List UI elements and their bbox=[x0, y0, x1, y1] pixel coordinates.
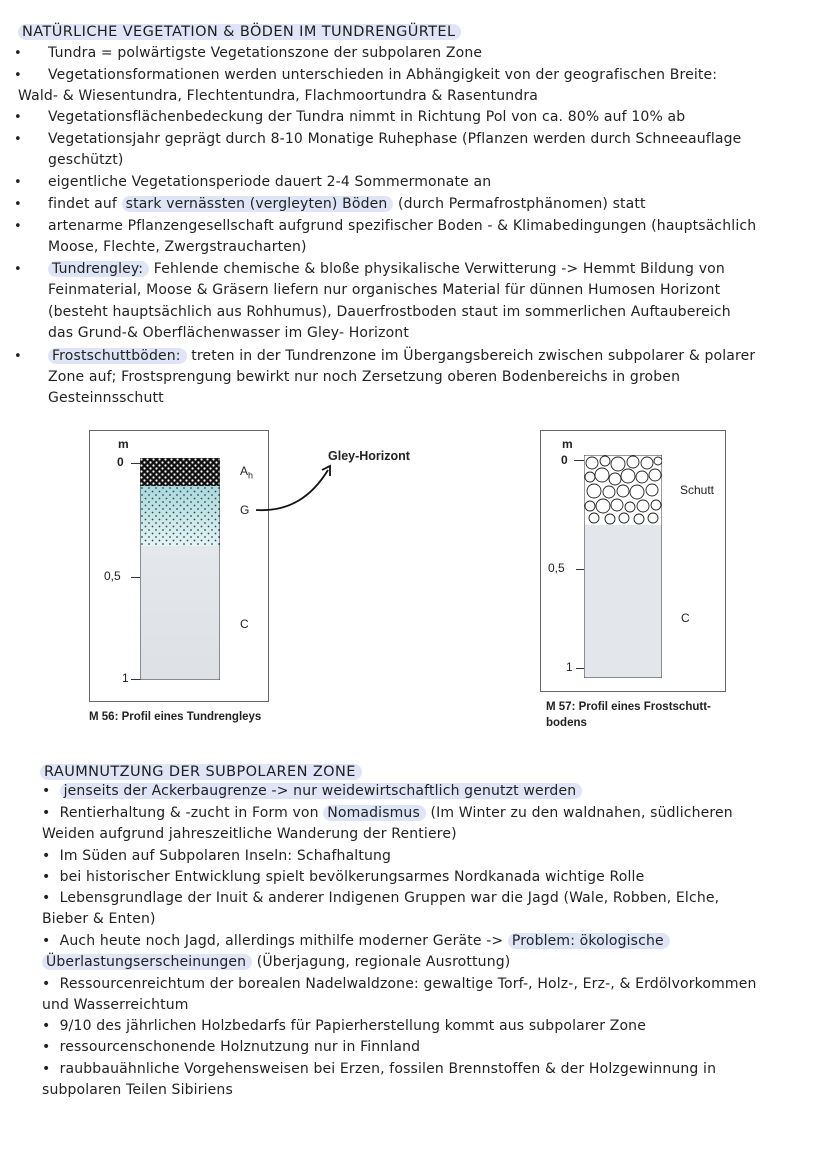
r-bullet-2-cont bbox=[42, 824, 828, 845]
bullet-7: • artenarme Pflanzengesellschaft aufgrund spezifischer Boden - & Klimabedingungen (hauptsächlich bbox=[14, 216, 804, 237]
bullet-text: Wald- & Wiesentundra, Flechtentundra, Flachmoortundra & Rasentundra bbox=[18, 88, 538, 104]
r-bullet-4: • bei historischer Entwicklung spielt bevölkerungsarmes Nordkanada wichtige Rolle bbox=[42, 869, 645, 885]
bullet-text: eigentliche Vegetationsperiode dauert 2-4 Sommermonate an bbox=[48, 174, 492, 190]
bullet-8-cont-1 bbox=[48, 280, 828, 301]
bullet-text: Vegetationsformationen werden unterschieden in Abhängigkeit von der geografischen Breite: bbox=[48, 67, 718, 83]
r-bullet-9: • ressourcenschonende Holznutzung nur in Finnland bbox=[42, 1039, 421, 1055]
bullet-text: Ressourcenreichtum der borealen Nadelwaldzone: gewaltige Torf-, Holz-, Erz-, & Erdölvorkommen bbox=[59, 976, 757, 992]
bullet-text: subpolaren Teilen Sibiriens bbox=[42, 1082, 233, 1098]
bullet-text: das Grund-& Oberflächenwasser im Gley- Horizont bbox=[48, 325, 409, 341]
fig1-tick-1-label: 1 bbox=[122, 671, 129, 685]
bullet-text: raubbauähnliche Vorgehensweisen bei Erzen, fossilen Brennstoffen & der Holzgewinnung in bbox=[59, 1061, 717, 1077]
bullet-5: • eigentliche Vegetationsperiode dauert 2-4 Sommermonate an bbox=[14, 172, 804, 193]
bullet-6: • findet auf stark vernässten (vergleyten) Böden (durch Permafrostphänomen) statt bbox=[14, 196, 646, 212]
fig2-tick-1-label: 1 bbox=[566, 660, 573, 674]
highlight-weidewirtschaft: jenseits der Ackerbaugrenze -> nur weidewirtschaftlich genutzt werden bbox=[60, 783, 583, 799]
fig1-arrow bbox=[250, 462, 340, 522]
bullet-text: Feinmaterial, Moose & Gräsern liefern nur organisches Material für dünnen Humosen Horizont bbox=[48, 282, 721, 298]
highlight-tundrengley: Tundrengley: bbox=[48, 261, 149, 277]
ah-main: A bbox=[240, 464, 249, 478]
bullet-text: Fehlende chemische & bloße physikalische Verwitterung -> Hemmt Bildung von bbox=[149, 261, 725, 277]
bullet-text: Moose, Flechte, Zwergstraucharten) bbox=[48, 239, 307, 255]
bullet-text: Gesteinnsschutt bbox=[48, 390, 164, 406]
bullet-text: (besteht hauptsächlich aus Rohhumus), Dauerfrostboden staut im sommerlichen Auftaubereich bbox=[48, 304, 731, 320]
bullet-9: • Frostschuttböden: treten in der Tundrenzone im Übergangsbereich zwischen subpolarer & polarer bbox=[14, 348, 756, 364]
bullet-text: findet auf bbox=[48, 196, 122, 212]
r-bullet-2: • Rentierhaltung & -zucht in Form von Nomadismus (Im Winter zu den waldnahen, südlicheren bbox=[42, 805, 733, 821]
bullet-text: (Im Winter zu den waldnahen, südlicheren bbox=[425, 805, 733, 821]
fig2-c-label: C bbox=[681, 611, 690, 625]
bullet-2: • Vegetationsformationen werden unterschieden in Abhängigkeit von der geografischen Breite: bbox=[14, 65, 804, 86]
highlight-nomadismus: Nomadismus bbox=[323, 805, 426, 821]
bullet-8: • Tundrengley: Fehlende chemische & bloße physikalische Verwitterung -> Hemmt Bildung von bbox=[14, 261, 725, 277]
highlight-problem: Problem: ökologische bbox=[508, 933, 670, 949]
bullet-text: artenarme Pflanzengesellschaft aufgrund spezifischer Boden - & Klimabedingungen (hauptsächlich bbox=[48, 218, 757, 234]
bullet-text: und Wasserreichtum bbox=[42, 997, 189, 1013]
bullet-text: Auch heute noch Jagd, allerdings mithilfe moderner Geräte -> bbox=[59, 933, 508, 949]
bullet-text: bei historischer Entwicklung spielt bevölkerungsarmes Nordkanada wichtige Rolle bbox=[59, 869, 645, 885]
bullet-8-cont-3 bbox=[48, 323, 828, 344]
section-heading-vegetation bbox=[18, 22, 461, 42]
bullet-8-cont-2 bbox=[48, 302, 828, 323]
bullet-text: Im Süden auf Subpolaren Inseln: Schafhaltung bbox=[59, 848, 392, 864]
r-bullet-8: • 9/10 des jährlichen Holzbedarfs für Papierherstellung kommt aus subpolarer Zone bbox=[42, 1018, 646, 1034]
fig2-schutt-label: Schutt bbox=[680, 483, 715, 497]
bullet-9-cont-1 bbox=[48, 367, 828, 388]
fig2-tick-0 bbox=[574, 460, 584, 461]
r-bullet-7: • Ressourcenreichtum der borealen Nadelwaldzone: gewaltige Torf-, Holz-, Erz-, & Erdölvorkommen bbox=[42, 976, 757, 992]
bullet-text: treten in der Tundrenzone im Übergangsbereich zwischen subpolarer & polarer bbox=[186, 348, 756, 364]
bullet-text: geschützt) bbox=[48, 152, 124, 168]
fig1-g-label: G bbox=[240, 503, 250, 517]
fig2-caption-line-1: M 57: Profil eines Frostschutt- bbox=[546, 701, 711, 713]
highlight-ueberlastung: Überlastungserscheinungen bbox=[42, 954, 252, 970]
bullet-9-cont-2 bbox=[48, 388, 828, 409]
section-heading-raumnutzung bbox=[40, 762, 362, 782]
bullet-text: ressourcenschonende Holznutzung nur in Finnland bbox=[59, 1039, 421, 1055]
bullet-text: Lebensgrundlage der Inuit & anderer Indigenen Gruppen war die Jagd (Wale, Robben, Elche, bbox=[59, 890, 720, 906]
bullet-text: Weiden aufgrund jahreszeitliche Wanderung der Rentiere) bbox=[42, 826, 457, 842]
fig1-c-label: C bbox=[240, 617, 249, 631]
bullet-text: Rentierhaltung & -zucht in Form von bbox=[59, 805, 324, 821]
fig2-tick-05-label: 0,5 bbox=[548, 561, 565, 575]
fig1-unit-label: m bbox=[118, 437, 129, 451]
highlight-vernaesste-boeden: stark vernässten (vergleyten) Böden bbox=[122, 196, 394, 212]
bullet-4-cont bbox=[48, 150, 828, 171]
heading-text: NATÜRLICHE VEGETATION & BÖDEN IM TUNDRENGÜRTEL bbox=[18, 24, 461, 40]
fig1-caption: M 56: Profil eines Tundrengleys bbox=[89, 711, 262, 723]
bullet-7-cont bbox=[48, 237, 828, 258]
bullet-text: Zone auf; Frostsprengung bewirkt nur noch Zersetzung oberen Bodenbereichs in groben bbox=[48, 369, 681, 385]
fig2-caption-line-2: bodens bbox=[546, 717, 587, 729]
r-bullet-3: • Im Süden auf Subpolaren Inseln: Schafhaltung bbox=[42, 848, 392, 864]
r-bullet-6: • Auch heute noch Jagd, allerdings mithilfe moderner Geräte -> Problem: ökologische bbox=[42, 931, 828, 952]
r-bullet-6-cont bbox=[42, 952, 828, 973]
bullet-3: • Vegetationsflächenbedeckung der Tundra nimmt in Richtung Pol von ca. 80% auf 10% ab bbox=[14, 107, 804, 128]
bullet-1: • Tundra = polwärtigste Vegetationszone der subpolaren Zone bbox=[14, 43, 804, 64]
bullet-text: Tundra = polwärtigste Vegetationszone der subpolaren Zone bbox=[48, 45, 483, 61]
fig1-soil-profile bbox=[140, 458, 220, 680]
fig1-tick-05-label: 0,5 bbox=[104, 569, 121, 583]
bullet-text: Bieber & Enten) bbox=[42, 911, 156, 927]
r-bullet-10: • raubbauähnliche Vorgehensweisen bei Erzen, fossilen Brennstoffen & der Holzgewinnung in bbox=[42, 1061, 717, 1077]
fig2-unit-label: m bbox=[562, 437, 573, 451]
r-bullet-7-cont bbox=[42, 995, 828, 1016]
fig2-soil-profile bbox=[584, 455, 662, 678]
r-bullet-10-cont bbox=[42, 1080, 828, 1101]
fig1-tick-0-label: 0 bbox=[117, 455, 124, 469]
bullet-text: Vegetationsflächenbedeckung der Tundra nimmt in Richtung Pol von ca. 80% auf 10% ab bbox=[48, 109, 686, 125]
fig2-tick-0-label: 0 bbox=[561, 453, 568, 467]
bullet-4: • Vegetationsjahr geprägt durch 8-10 Monatige Ruhephase (Pflanzen werden durch Schneeauflage bbox=[14, 129, 804, 150]
bullet-text: 9/10 des jährlichen Holzbedarfs für Papierherstellung kommt aus subpolarer Zone bbox=[59, 1018, 646, 1034]
fig1-arrow-label: Gley-Horizont bbox=[328, 449, 410, 463]
bullet-2-cont bbox=[18, 86, 808, 107]
bullet-text: Vegetationsjahr geprägt durch 8-10 Monatige Ruhephase (Pflanzen werden durch Schneeauflage bbox=[48, 131, 742, 147]
highlight-frostschuttboeden: Frostschuttböden: bbox=[48, 348, 187, 364]
heading-text: RAUMNUTZUNG DER SUBPOLAREN ZONE bbox=[40, 764, 362, 780]
r-bullet-5-cont bbox=[42, 909, 828, 930]
fig2-rubble bbox=[585, 456, 662, 524]
bullet-text: (durch Permafrostphänomen) statt bbox=[393, 196, 646, 212]
ah-sub: h bbox=[248, 470, 254, 481]
bullet-text: (Überjagung, regionale Ausrottung) bbox=[252, 954, 511, 970]
r-bullet-5: • Lebensgrundlage der Inuit & anderer Indigenen Gruppen war die Jagd (Wale, Robben, Elche, bbox=[42, 890, 720, 906]
r-bullet-1: • jenseits der Ackerbaugrenze -> nur weidewirtschaftlich genutzt werden bbox=[42, 781, 828, 802]
